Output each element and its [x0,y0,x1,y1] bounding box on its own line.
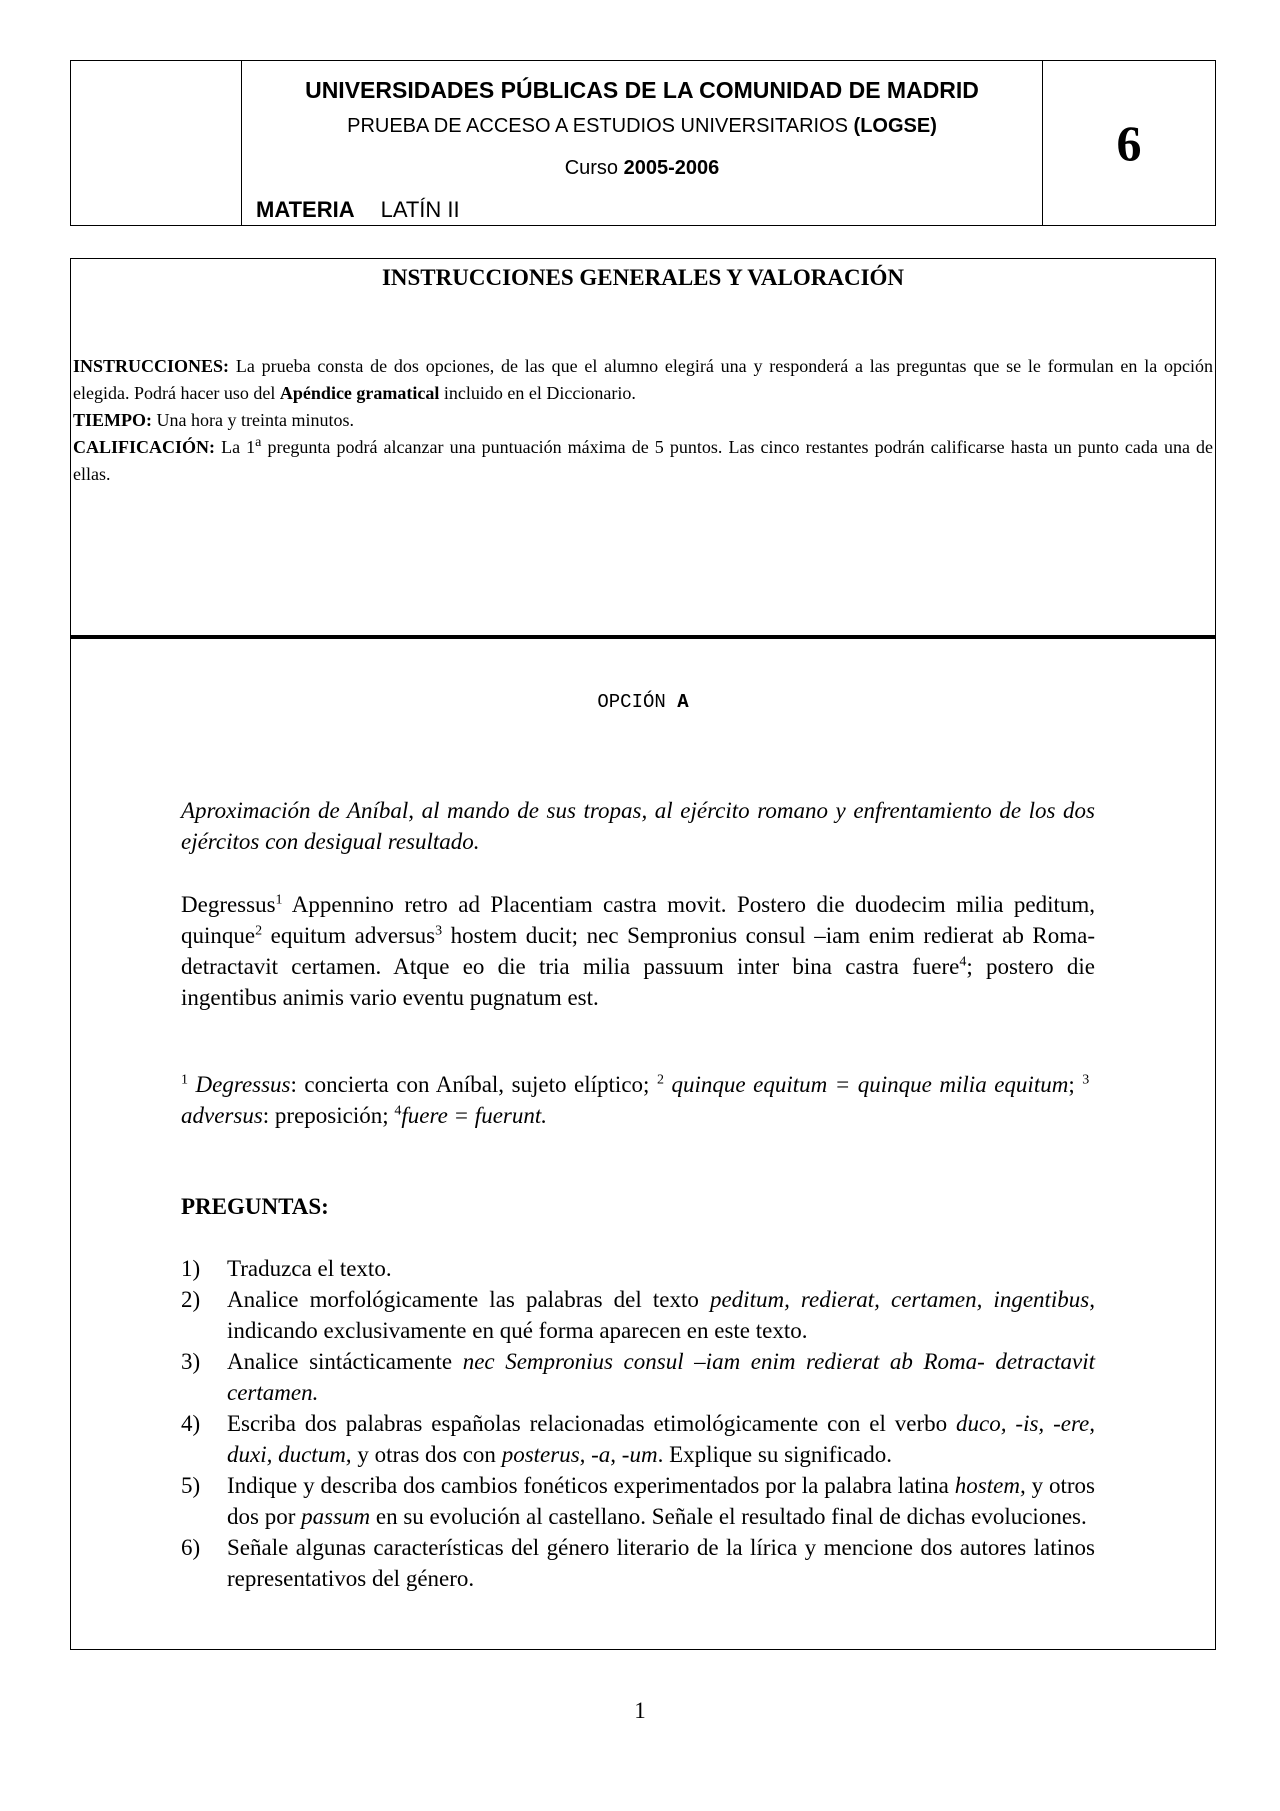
question-text [227,1346,1095,1408]
note-text: : preposición; [262,1103,395,1128]
question-number: 2) [181,1287,201,1312]
exam-title-text: PRUEBA DE ACCESO A ESTUDIOS UNIVERSITARIOS [347,115,848,137]
question-emphasis: peditum, redierat, certamen, ingentibus, [709,1287,1096,1312]
instructions-label: INSTRUCCIONES: [73,356,230,376]
appendix-reference: Apéndice gramatical [279,383,440,403]
exam-title [242,115,1042,138]
footnote-mark: 4 [959,954,967,970]
latin-segment: equitum adversus [262,923,436,948]
question-text: Señale algunas características del género literario de la lírica y mencione dos autores latinos representativos del género. [227,1535,1095,1591]
course-year: 2005-2006 [623,157,720,179]
footnote-number: 4 [394,1103,402,1119]
question-text: Traduzca el texto. [227,1256,392,1281]
question-text [227,1470,1095,1532]
latin-segment: hostem ducit; nec Sempronius consul –iam enim redierat ab Roma- detractavit certamen. Atque eo die tria milia passuum inter bina castra fuere [181,923,1095,979]
question-emphasis: hostem, [954,1473,1026,1498]
question-item [181,1470,1095,1532]
exam-number: 6 [1116,115,1142,171]
note-term: Degressus [195,1072,291,1097]
instructions-body [73,353,1213,488]
course-label: Curso [564,157,619,179]
footnotes: $^1$ Degressus: concierta con Aníbal, sujeto elíptico; $^2$ quinque equitum = quinque milia equitum; $^3$ adversus: preposición; $^4$fuere = fuerunt. [181,1072,1090,1128]
question-number: 1) [181,1256,201,1281]
footnote-mark: 3 [435,923,443,939]
latin-text [181,889,1095,1013]
text-summary: Aproximación de Aníbal, al mando de sus tropas, al ejército romano y enfrentamiento de los dos ejércitos con desigual resultado. [181,798,1095,854]
footnote-mark: 2 [255,923,263,939]
exam-header [70,60,1216,226]
page-number: 1 [634,1698,646,1723]
latin-segment: Degressus [181,892,276,917]
instructions-text: La prueba consta de dos opciones, de las que el alumno elegirá una y responderá a las preguntas que se le formulan en la opción elegida. Podrá hacer uso del [73,356,1213,403]
question-text-part: indicando exclusivamente en qué forma aparecen en este texto. [227,1318,808,1343]
subject-line [256,197,460,223]
option-label: OPCIÓN [597,691,666,713]
grading-text-end: pregunta podrá alcanzar una puntuación máxima de 5 puntos. Las cinco restantes podrán calificarse hasta un punto cada una de ellas. [73,437,1213,484]
option-a-box [70,636,1216,1650]
question-text-part: Escriba dos palabras españolas relacionadas etimológicamente con el verbo [227,1411,957,1436]
question-emphasis: posterus, -a, -um [501,1442,658,1467]
instructions-paragraph [73,353,1213,407]
question-number: 6) [181,1535,201,1560]
note-text: : concierta con Aníbal, sujeto elíptico; [290,1072,657,1097]
grading-label: CALIFICACIÓN: [73,437,216,457]
question-emphasis: passum [301,1504,371,1529]
question-item [181,1253,1095,1284]
question-number: 5) [181,1473,201,1498]
subject-value: LATÍN II [380,197,460,222]
footnote-number: 2 [656,1072,664,1088]
footnote-number: 3 [1082,1072,1090,1088]
question-item [181,1346,1095,1408]
latin-segment: Appennino retro ad Placentiam castra movit. Postero die duodecim milia peditum, quinque [181,892,1095,948]
question-text-part: y otras dos con [351,1442,502,1467]
footnote-number: 1 [181,1072,188,1088]
exam-type: (LOGSE) [853,115,937,137]
question-text-part: . Explique su significado. [657,1442,893,1467]
question-text [227,1284,1095,1346]
question-number: 3) [181,1349,201,1374]
option-heading [71,691,1215,713]
option-letter: A [677,691,689,713]
instructions-title: INSTRUCCIONES GENERALES Y VALORACIÓN [381,265,905,290]
question-emphasis: duco, -is, -ere, duxi, ductum, [227,1411,1095,1467]
question-text-part: y otros dos por [227,1473,1095,1529]
questions-list [181,1253,1095,1594]
time-paragraph [73,407,1213,434]
grading-text: La 1 [215,437,256,457]
university-title: UNIVERSIDADES PÚBLICAS DE LA COMUNIDAD DE MADRID [305,77,979,103]
question-item [181,1408,1095,1470]
instructions-box [70,258,1216,636]
latin-segment: ; postero die ingentibus animis vario eventu pugnatum est. [181,954,1095,1010]
question-number: 4) [181,1411,201,1436]
question-item [181,1532,1095,1594]
question-item [181,1284,1095,1346]
note-term: adversus [181,1103,263,1128]
instructions-text-end: incluido en el Diccionario. [439,383,636,403]
time-text: Una hora y treinta minutos. [152,410,354,430]
note-term: fuere = fuerunt. [401,1103,547,1128]
question-text-part: Analice sintácticamente [227,1349,463,1374]
course-line [242,157,1042,180]
footnote-mark: 1 [275,892,283,908]
questions-title: PREGUNTAS: [181,1194,329,1219]
question-text [227,1408,1095,1470]
header-center-cell [242,61,1042,225]
question-emphasis: nec Sempronius consul –iam enim redierat ab Roma- detractavit certamen. [227,1349,1095,1405]
question-text-part: en su evolución al castellano. Señale el resultado final de dichas evoluciones. [370,1504,1087,1529]
note-term: quinque equitum = quinque milia equitum [671,1072,1069,1097]
time-label: TIEMPO: [73,410,152,430]
question-text-part: Analice morfológicamente las palabras del texto [227,1287,710,1312]
grading-superscript: a [255,435,262,450]
question-text-part: Indique y describa dos cambios fonéticos experimentados por la palabra latina [227,1473,955,1498]
subject-label: MATERIA [256,197,355,222]
header-left-cell [71,61,242,225]
header-number-cell [1042,61,1215,225]
grading-paragraph [73,434,1213,488]
